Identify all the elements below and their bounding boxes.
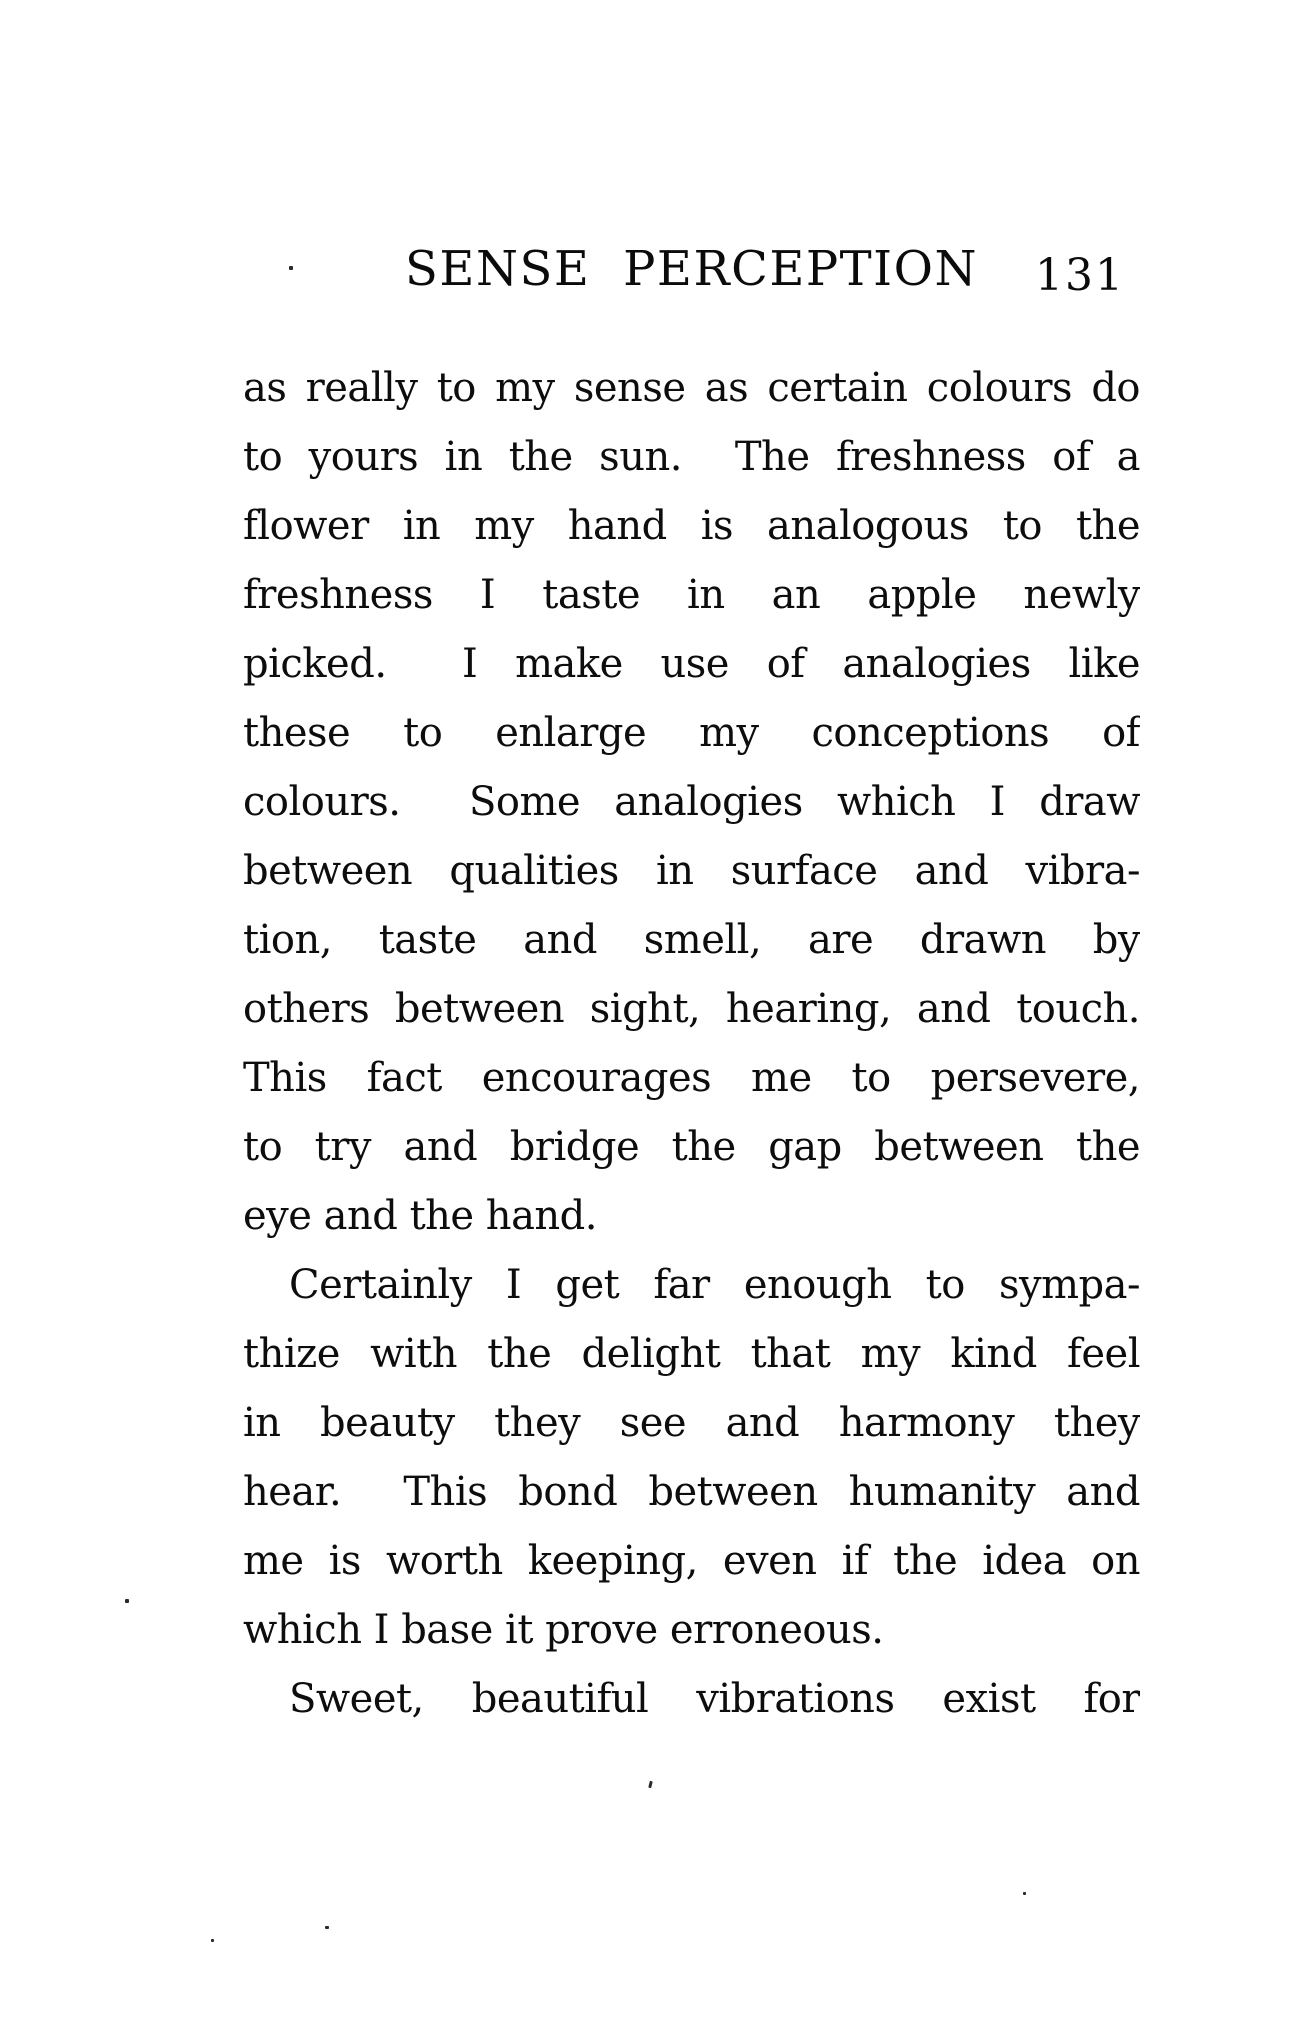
- text-line: me is worth keeping, even if the idea on: [243, 1538, 1140, 1584]
- text-line: This fact encourages me to persevere,: [243, 1055, 1140, 1101]
- text-line-paragraph-start: Certainly I get far enough to sympa-: [289, 1262, 1140, 1308]
- text-line-paragraph-start: Sweet, beautiful vibrations exist for: [289, 1676, 1140, 1722]
- scan-speck: [1023, 1892, 1026, 1895]
- text-line: hear. This bond between humanity and: [243, 1469, 1140, 1515]
- scan-speck: [325, 1926, 329, 1929]
- scan-speck: [289, 266, 293, 270]
- scan-speck: [125, 1599, 129, 1603]
- text-line: as really to my sense as certain colours do: [243, 365, 1140, 411]
- body-text: [243, 354, 1140, 1734]
- text-line: colours. Some analogies which I draw: [243, 779, 1140, 825]
- text-line: picked. I make use of analogies like: [243, 641, 1140, 687]
- text-line: tion, taste and smell, are drawn by: [243, 917, 1140, 963]
- running-title: SENSE PERCEPTION: [405, 241, 978, 297]
- text-line: these to enlarge my conceptions of: [243, 710, 1140, 756]
- text-line: between qualities in surface and vibra-: [243, 848, 1140, 894]
- text-line: to try and bridge the gap between the: [243, 1124, 1140, 1170]
- page-number: 131: [1035, 250, 1125, 301]
- text-line: flower in my hand is analogous to the: [243, 503, 1140, 549]
- scan-speck: [648, 1781, 653, 1789]
- text-line: in beauty they see and harmony they: [243, 1400, 1140, 1446]
- text-line: which I base it prove erroneous.: [243, 1607, 884, 1653]
- text-line: freshness I taste in an apple newly: [243, 572, 1140, 618]
- text-line: to yours in the sun. The freshness of a: [243, 434, 1140, 480]
- text-line: thize with the delight that my kind feel: [243, 1331, 1140, 1377]
- text-line: others between sight, hearing, and touch.: [243, 986, 1140, 1032]
- scan-speck: [211, 1939, 214, 1942]
- page-header: [0, 238, 1302, 308]
- text-line: eye and the hand.: [243, 1193, 597, 1239]
